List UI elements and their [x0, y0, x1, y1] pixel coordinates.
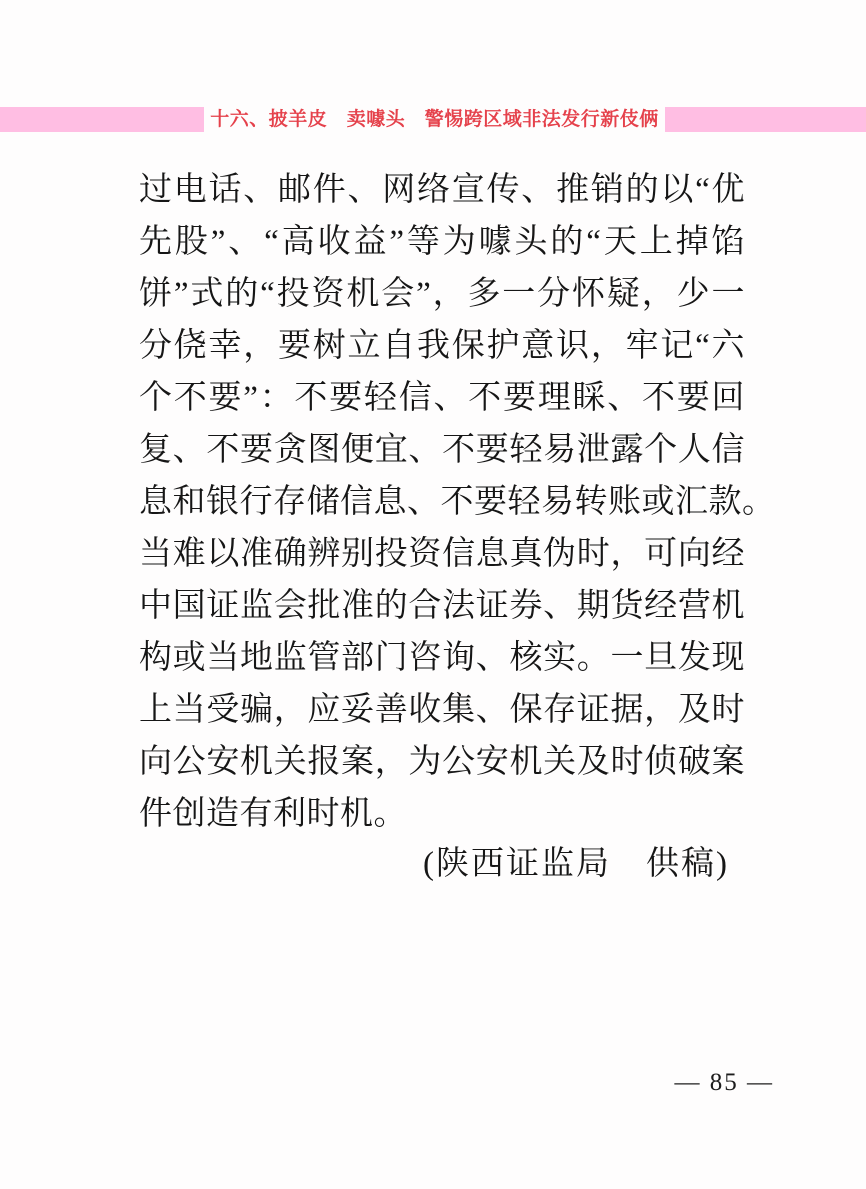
body-line: 过电话、邮件、网络宣传、推销的以“优 [139, 172, 745, 208]
body-line: 复、不要贪图便宜、不要轻易泄露个人信 [139, 432, 745, 468]
body-line: 当难以准确辨别投资信息真伪时，可向经 [139, 536, 745, 572]
body-line: 构或当地监管部门咨询、核实。一旦发现 [139, 640, 745, 676]
body-line: 向公安机关报案，为公安机关及时侦破案 [139, 744, 745, 780]
header-left-bar [0, 107, 204, 132]
chapter-header [0, 107, 866, 132]
body-line: 分侥幸，要树立自我保护意识，牢记“六 [139, 328, 745, 364]
header-right-bar [665, 107, 866, 132]
body-line: 先股”、“高收益”等为噱头的“天上掉馅 [139, 224, 745, 260]
chapter-title: 十六、披羊皮 卖噱头 警惕跨区域非法发行新伎俩 [210, 109, 659, 130]
page-number: — 85 — [674, 1069, 774, 1096]
body-line: 上当受骗，应妥善收集、保存证据，及时 [139, 692, 745, 728]
body-line: 个不要”：不要轻信、不要理睬、不要回 [139, 380, 745, 416]
body-line: 饼”式的“投资机会”，多一分怀疑，少一 [139, 276, 745, 312]
body-line: 件创造有利时机。 [139, 796, 407, 832]
body-line: 中国证监会批准的合法证券、期货经营机 [139, 588, 745, 624]
attribution: (陕西证监局 供稿) [423, 846, 729, 882]
body-text [139, 164, 776, 840]
body-line: 息和银行存储信息、不要轻易转账或汇款。 [139, 484, 776, 520]
